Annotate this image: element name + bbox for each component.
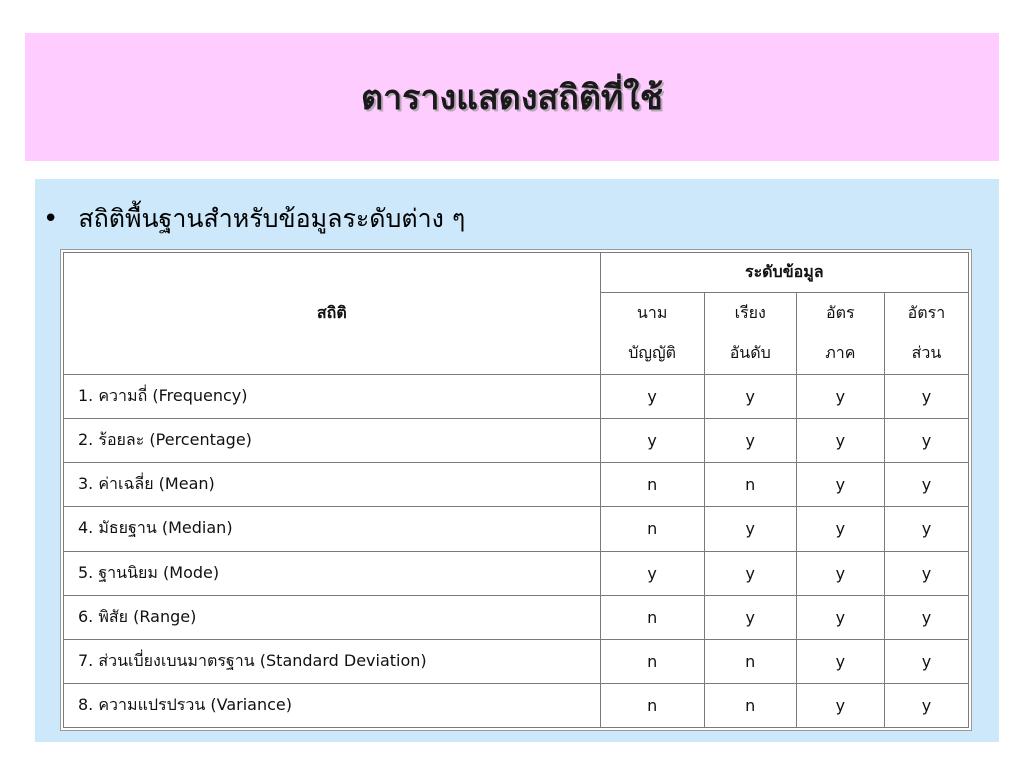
table-cell: n [600, 463, 704, 507]
table-cell: y [600, 419, 704, 463]
table-cell: y [884, 507, 968, 551]
table-cell: y [796, 639, 884, 683]
table-cell: y [796, 375, 884, 419]
table-row [64, 639, 969, 683]
table-cell: y [884, 595, 968, 639]
table-cell: y [796, 551, 884, 595]
table-cell: y [796, 419, 884, 463]
table-cell: y [796, 683, 884, 727]
stats-table [63, 252, 969, 728]
level-header-ratio-line2: ส่วน [884, 334, 968, 375]
table-cell: y [704, 595, 796, 639]
table-row [64, 463, 969, 507]
table-row [64, 419, 969, 463]
stats-table-frame [60, 249, 972, 731]
table-row [64, 375, 969, 419]
bullet-text: สถิติพื้นฐานสำหรับข้อมูลระดับต่าง ๆ [78, 204, 466, 233]
table-cell: y [600, 551, 704, 595]
level-header-ordinal-line2: อันดับ [704, 334, 796, 375]
table-cell: n [600, 507, 704, 551]
row-label: 6. พิสัย (Range) [64, 595, 601, 639]
content-panel [35, 179, 999, 742]
table-cell: y [884, 639, 968, 683]
table-cell: y [884, 463, 968, 507]
table-row [64, 507, 969, 551]
bullet-icon: • [43, 204, 59, 234]
table-cell: y [796, 595, 884, 639]
level-group-header: ระดับข้อมูล [600, 253, 968, 293]
table-row [64, 683, 969, 727]
level-header-nominal-line2: บัญญัติ [600, 334, 704, 375]
row-label: 8. ความแปรปรวน (Variance) [64, 683, 601, 727]
row-label: 7. ส่วนเบี่ยงเบนมาตรฐาน (Standard Deviation) [64, 639, 601, 683]
table-cell: y [796, 507, 884, 551]
table-cell: y [884, 419, 968, 463]
row-label: 2. ร้อยละ (Percentage) [64, 419, 601, 463]
row-label: 4. มัธยฐาน (Median) [64, 507, 601, 551]
bullet-item [43, 199, 465, 239]
table-cell: n [704, 683, 796, 727]
slide-title: ตารางแสดงสถิติที่ใช้ [361, 78, 663, 118]
table-cell: n [600, 639, 704, 683]
stat-column-header: สถิติ [64, 253, 601, 375]
row-label: 1. ความถี่ (Frequency) [64, 375, 601, 419]
table-cell: y [600, 375, 704, 419]
table-row [64, 595, 969, 639]
level-header-interval-line2: ภาค [796, 334, 884, 375]
level-header-interval-line1: อัตร [796, 293, 884, 334]
title-banner [25, 33, 999, 161]
table-cell: y [704, 507, 796, 551]
level-header-ordinal-line1: เรียง [704, 293, 796, 334]
row-label: 5. ฐานนิยม (Mode) [64, 551, 601, 595]
table-cell: n [704, 639, 796, 683]
table-cell: y [796, 463, 884, 507]
table-cell: n [600, 683, 704, 727]
table-cell: y [704, 375, 796, 419]
table-cell: y [704, 419, 796, 463]
level-header-nominal-line1: นาม [600, 293, 704, 334]
table-cell: n [600, 595, 704, 639]
table-cell: y [884, 683, 968, 727]
row-label: 3. ค่าเฉลี่ย (Mean) [64, 463, 601, 507]
table-cell: y [884, 375, 968, 419]
table-cell: y [704, 551, 796, 595]
table-cell: n [704, 463, 796, 507]
level-header-ratio-line1: อัตรา [884, 293, 968, 334]
table-row [64, 551, 969, 595]
table-cell: y [884, 551, 968, 595]
